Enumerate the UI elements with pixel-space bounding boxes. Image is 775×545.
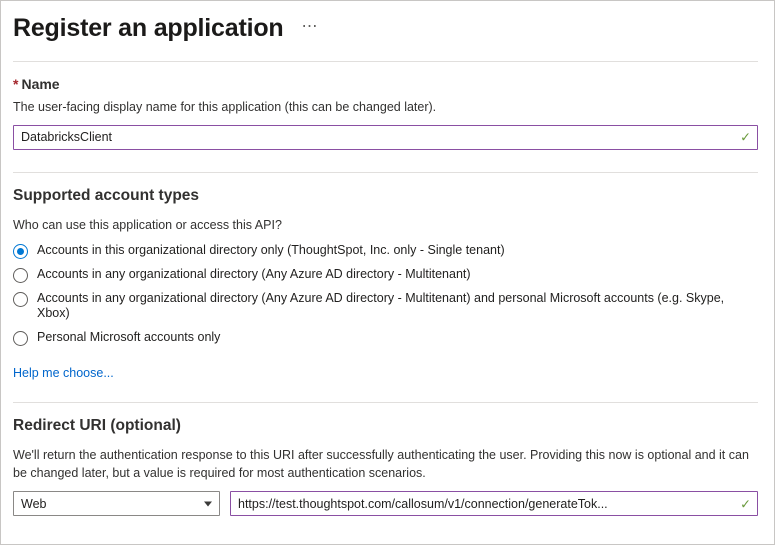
account-types-divider [13, 402, 758, 403]
redirect-uri-row [13, 491, 758, 516]
account-types-question: Who can use this application or access this API? [13, 217, 282, 232]
radio-label: Accounts in any organizational directory (Any Azure AD directory - Multitenant) and personal Microsoft accounts (e.g. Skype, Xbox) [37, 290, 725, 321]
name-description: The user-facing display name for this application (this can be changed later). [13, 99, 437, 114]
account-types-section [13, 187, 758, 382]
required-asterisk: * [13, 75, 19, 92]
page-header [13, 15, 758, 43]
name-label [13, 76, 758, 92]
redirect-uri-heading: Redirect URI (optional) [13, 417, 181, 434]
name-label-text: Name [21, 75, 60, 92]
radio-option-single-tenant[interactable] [13, 243, 758, 259]
account-types-heading: Supported account types [13, 186, 200, 204]
redirect-uri-description: We'll return the authentication response to this URI after successfully authenticating the user. Providing this now is optional and it can be changed later, but a value is required for most authentication scenarios. [13, 448, 749, 481]
name-input-wrap [13, 125, 758, 150]
account-types-radio-group [13, 243, 758, 346]
radio-icon[interactable] [13, 331, 28, 346]
ellipsis-icon[interactable]: ⋯ [301, 17, 319, 35]
redirect-uri-section [13, 417, 758, 516]
name-section-divider [13, 172, 758, 173]
radio-label: Accounts in any organizational directory (Any Azure AD directory - Multitenant) [37, 266, 471, 281]
help-me-choose-link[interactable]: Help me choose... [13, 366, 114, 380]
radio-label: Accounts in this organizational directory only (ThoughtSpot, Inc. only - Single tenant) [37, 242, 505, 257]
name-input[interactable] [13, 125, 758, 150]
check-icon: ✓ [740, 129, 751, 145]
name-section [13, 76, 758, 150]
platform-select[interactable] [13, 491, 220, 516]
radio-icon[interactable] [13, 268, 28, 283]
page-title: Register an application [13, 14, 284, 42]
redirect-uri-input-wrap [230, 491, 758, 516]
check-icon: ✓ [740, 496, 751, 512]
radio-icon[interactable] [13, 244, 28, 259]
header-divider [13, 61, 758, 62]
radio-option-personal-only[interactable] [13, 330, 758, 346]
platform-select-wrap [13, 491, 220, 516]
redirect-uri-input[interactable] [230, 491, 758, 516]
radio-option-multitenant[interactable] [13, 267, 758, 283]
radio-option-multitenant-personal[interactable] [13, 291, 758, 322]
radio-label: Personal Microsoft accounts only [37, 330, 221, 344]
radio-icon[interactable] [13, 292, 28, 307]
platform-select-value: Web [21, 496, 47, 511]
